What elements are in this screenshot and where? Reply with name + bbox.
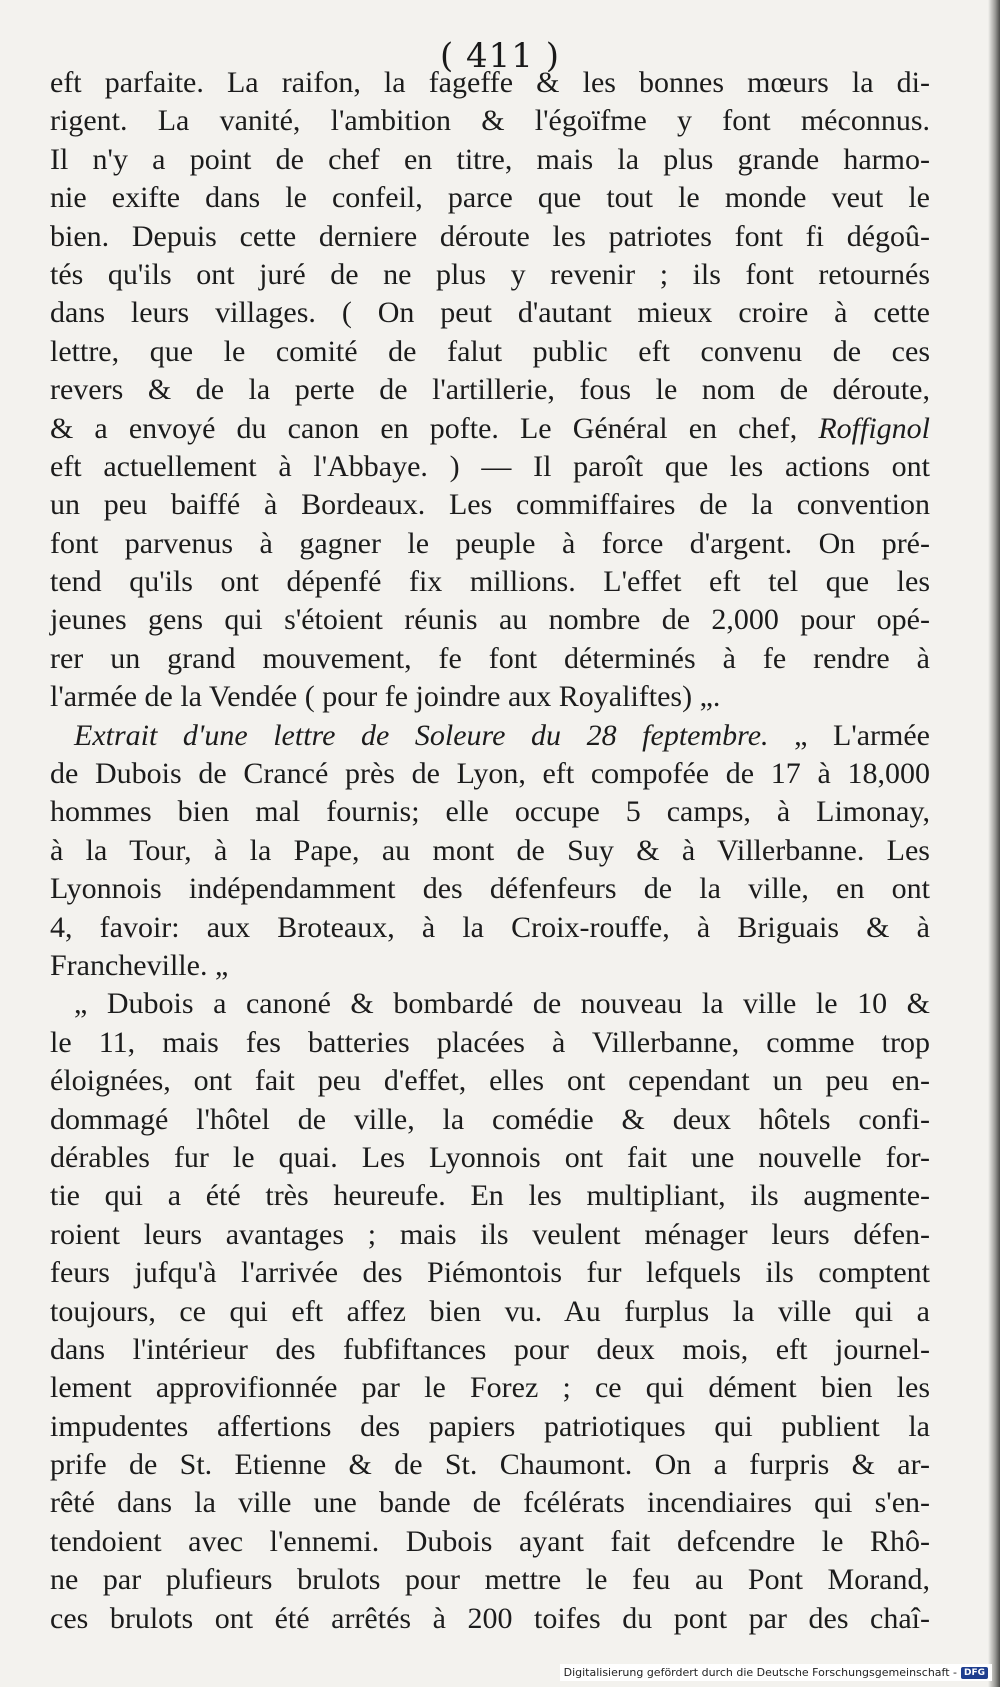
text-line: éloignées, ont fait peu d'effet, elles ont cependant un peu en- <box>50 1064 930 1098</box>
text-line: de Dubois de Crancé près de Lyon, eft compofée de 17 à 18,000 <box>50 757 930 791</box>
text-line: dérables fur le quai. Les Lyonnois ont fait une nouvelle for- <box>50 1140 930 1174</box>
dfg-logo: DFG <box>961 1667 988 1679</box>
page-edge-shadow <box>988 0 1000 1687</box>
text-line-extract-heading <box>50 717 930 755</box>
text-line: ces brulots ont été arrêtés à 200 toifes du pont par des chaî- <box>50 1601 930 1635</box>
text-line: rigent. La vanité, l'ambition & l'égoïfme y font méconnus. <box>50 104 930 138</box>
text-line: tendoient avec l'ennemi. Dubois ayant fait defcendre le Rhô- <box>50 1524 930 1558</box>
text-line: feurs jufqu'à l'arrivée des Piémontois fur lefquels ils comptent <box>50 1256 930 1290</box>
text-line: dans l'intérieur des fubfiftances pour deux mois, eft journel- <box>50 1332 930 1366</box>
text-line: font parvenus à gagner le peuple à force d'argent. On pré- <box>50 526 930 560</box>
text-line: nie exifte dans le confeil, parce que tout le monde veut le <box>50 181 930 215</box>
text-line: tés qu'ils ont juré de ne plus y revenir ; ils font retournés <box>50 257 930 291</box>
footer-label: Digitalisierung gefördert durch die Deutsche Forschungsgemeinschaft - <box>563 1666 957 1679</box>
text-line: jeunes gens qui s'étoient réunis au nombre de 2,000 pour opé- <box>50 603 930 637</box>
italic-name: Roffignol <box>818 411 930 445</box>
text-line: à la Tour, à la Pape, au mont de Suy & à Villerbanne. Les <box>50 833 930 867</box>
text-line: Francheville. „ <box>50 948 229 982</box>
text-line: dommagé l'hôtel de ville, la comédie & deux hôtels confi- <box>50 1102 930 1136</box>
text-line: revers & de la perte de l'artillerie, fous le nom de déroute, <box>50 373 930 407</box>
body-text <box>50 64 930 1638</box>
text-line: lettre, que le comité de falut public eft convenu de ces <box>50 334 930 368</box>
text-line: un peu baiffé à Bordeaux. Les commiffaires de la convention <box>50 488 930 522</box>
text-line: 4, favoir: aux Broteaux, à la Croix-rouffe, à Briguais & à <box>50 910 930 944</box>
text-line: tie qui a été très heureufe. En les multipliant, ils augmente- <box>50 1179 930 1213</box>
text-line: hommes bien mal fournis; elle occupe 5 camps, à Limonay, <box>50 795 930 829</box>
text-line: Lyonnois indépendamment des défenfeurs de la ville, en ont <box>50 872 930 906</box>
text-line: ne par plufieurs brulots pour mettre le feu au Pont Morand, <box>50 1563 930 1597</box>
text-line: roient leurs avantages ; mais ils veulent ménager leurs défen- <box>50 1217 930 1251</box>
text-line: eft parfaite. La raifon, la fageffe & les bonnes mœurs la di- <box>50 66 930 99</box>
digitization-footer <box>560 1664 992 1681</box>
text-line: impudentes affertions des papiers patriotiques qui publient la <box>50 1409 930 1443</box>
extract-heading-italic: Extrait d'une lettre de Soleure du 28 feptembre. <box>74 718 795 752</box>
text-line: dans leurs villages. ( On peut d'autant mieux croire à cette <box>50 296 930 330</box>
text-line: eft actuellement à l'Abbaye. ) — Il paroît que les actions ont <box>50 449 930 483</box>
extract-heading-rest: „ L'armée <box>794 718 930 752</box>
text-line: prife de St. Etienne & de St. Chaumont. On a furpris & ar- <box>50 1448 930 1482</box>
text-line: rêté dans la ville une bande de fcélérats incendiaires qui s'en- <box>50 1486 930 1520</box>
text-line: rer un grand mouvement, fe font déterminés à fe rendre à <box>50 641 930 675</box>
text-line: bien. Depuis cette derniere déroute les patriotes font fi dégoû- <box>50 219 930 253</box>
text-line: „ Dubois a canoné & bombardé de nouveau la ville le 10 & <box>74 987 930 1021</box>
text-line: & a envoyé du canon en pofte. Le Général en chef, Roffignol <box>50 411 930 445</box>
text-line: lement approvifionnée par le Forez ; ce qui dément bien les <box>50 1371 930 1405</box>
text-line: l'armée de la Vendée ( pour fe joindre aux Royaliftes) „. <box>50 680 721 714</box>
text-line: tend qu'ils ont dépenfé fix millions. L'effet eft tel que les <box>50 565 930 599</box>
text-line: Il n'y a point de chef en titre, mais la plus grande harmo- <box>50 142 930 176</box>
page-number: ( 411 ) <box>439 36 561 76</box>
text-line: le 11, mais fes batteries placées à Villerbanne, comme trop <box>50 1025 930 1059</box>
text-line: toujours, ce qui eft affez bien vu. Au furplus la ville qui a <box>50 1294 930 1328</box>
